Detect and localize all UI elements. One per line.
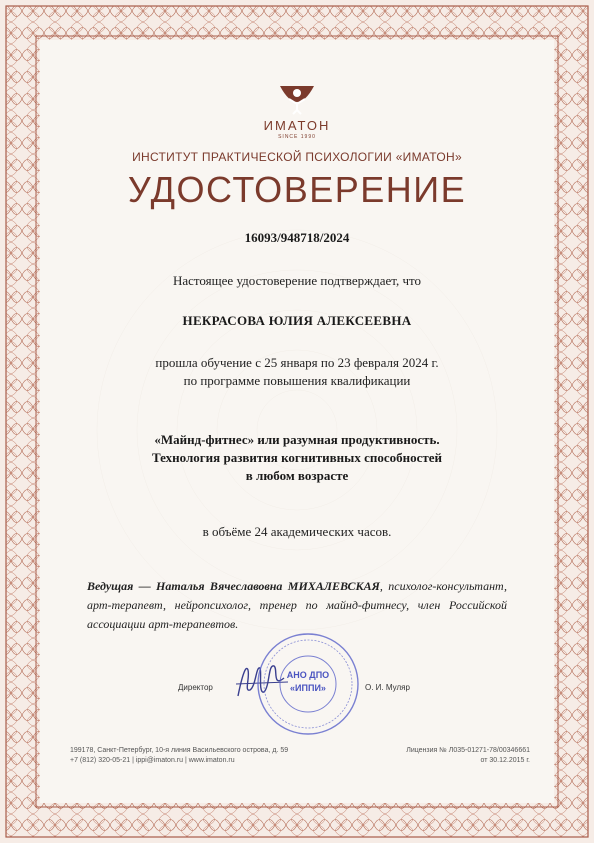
program-title-line2: Технология развития когнитивных способностей xyxy=(151,450,443,465)
training-dates: прошла обучение с 25 января по 23 февраля 2024 г. xyxy=(155,355,439,370)
program-title-line3: в любом возрасте xyxy=(245,468,349,483)
director-label: Директор xyxy=(178,683,213,692)
person-name: НЕКРАСОВА ЮЛИЯ АЛЕКСЕЕВНА xyxy=(182,313,412,328)
footer-license-block xyxy=(360,746,530,766)
footer-phone-email: +7 (812) 320-05-21 | ippi@imaton.ru | www.imaton.ru xyxy=(70,757,235,764)
director-name: О. И. Муляр xyxy=(365,683,410,692)
certificate-number: 16093/948718/2024 xyxy=(244,230,350,245)
lead-instructor-name: Ведущая — Наталья Вячеславовна МИХАЛЕВСКАЯ xyxy=(87,579,380,593)
footer-contacts xyxy=(70,746,288,766)
footer-address: 199178, Санкт-Петербург, 10-я линия Васильевского острова, д. 59 xyxy=(70,747,289,754)
brand-since: SINCE 1990 xyxy=(278,134,316,140)
institute-name: ИНСТИТУТ ПРАКТИЧЕСКОЙ ПСИХОЛОГИИ «ИМАТОН» xyxy=(132,150,462,164)
confirm-text: Настоящее удостоверение подтверждает, что xyxy=(172,273,421,288)
footer-license-date: от 30.12.2015 г. xyxy=(480,757,530,764)
stamp-text-line1: АНО ДПО xyxy=(286,670,330,680)
program-title-line1: «Майнд-фитнес» или разумная продуктивность. xyxy=(154,432,440,447)
footer-license: Лицензия № Л035-01271-78/00346661 xyxy=(406,747,530,754)
certificate-title: УДОСТОВЕРЕНИЕ xyxy=(127,169,467,210)
imaton-logo-icon xyxy=(276,84,318,116)
stamp-text-line2: «ИППИ» xyxy=(290,683,326,693)
brand-name: ИМАТОН xyxy=(263,118,331,133)
training-type: по программе повышения квалификации xyxy=(183,373,411,388)
lead-instructor-desc: , психолог-консультант, арт-терапевт, нейропсихолог, тренер по майнд-фитнесу, член Российской ассоциации арт-терапевтов. xyxy=(87,579,508,631)
lead-instructor xyxy=(87,577,507,634)
hours-text: в объёме 24 академических часов. xyxy=(202,524,392,539)
